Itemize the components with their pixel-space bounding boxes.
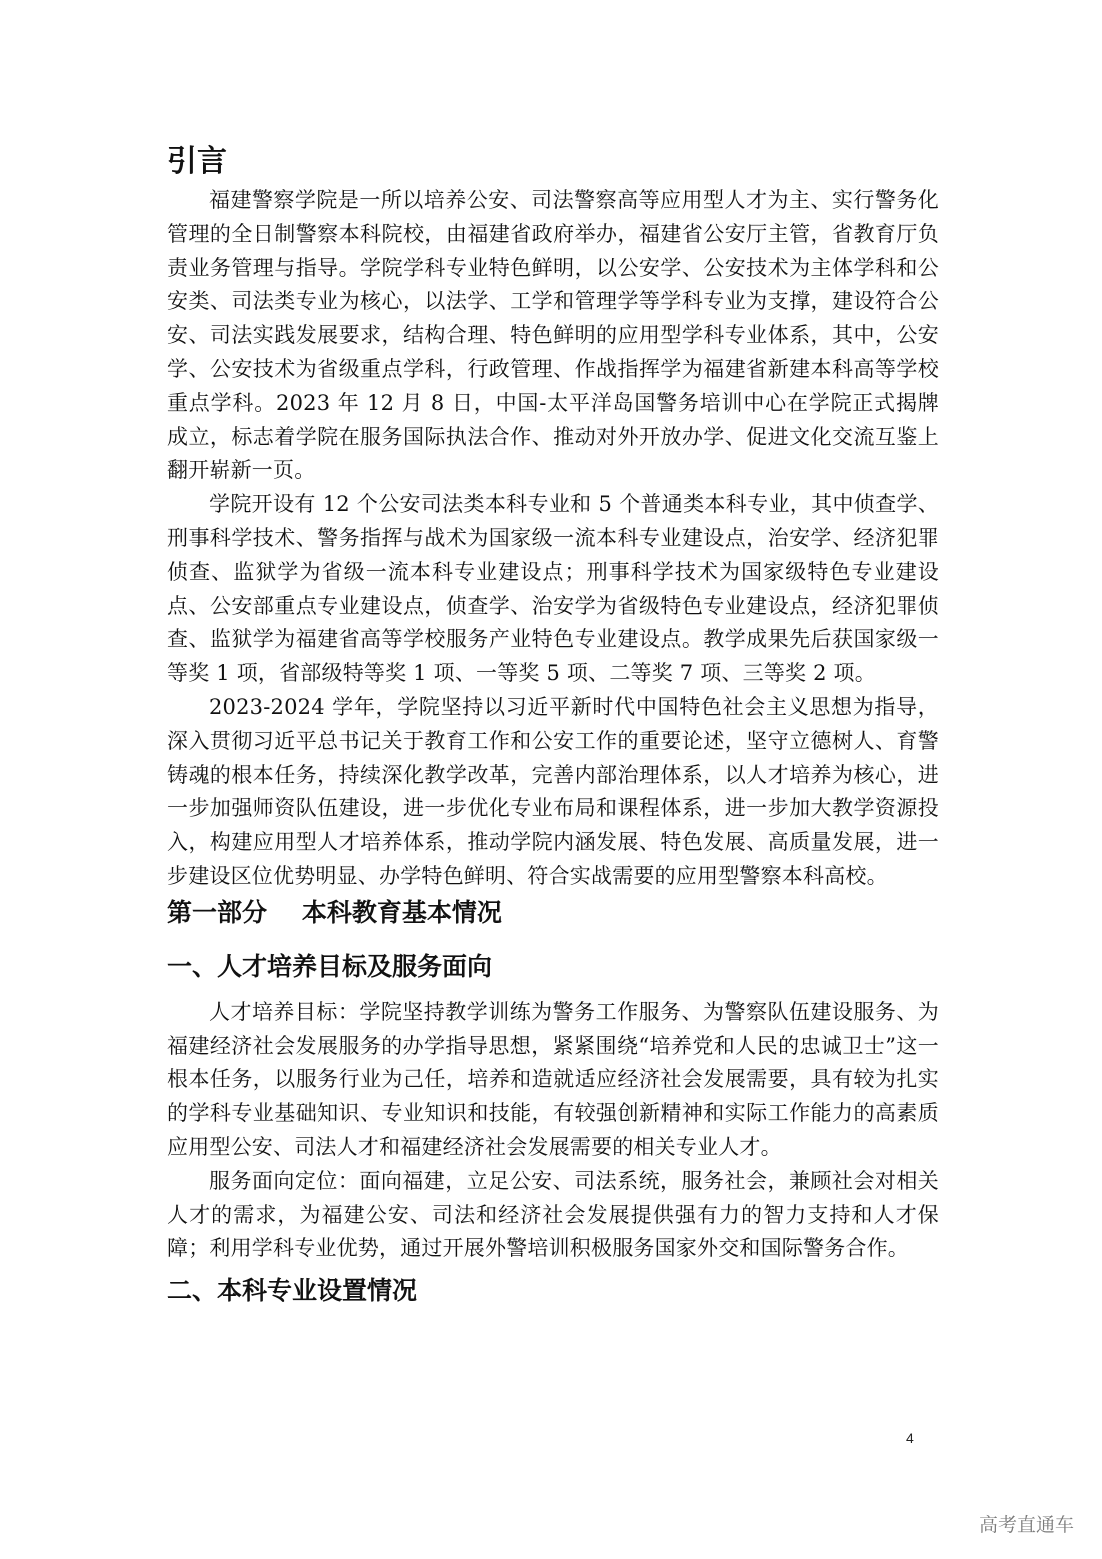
page-content bbox=[167, 140, 939, 1320]
section-one-heading: 一、人才培养目标及服务面向 bbox=[167, 951, 493, 981]
intro-paragraph-3: 2023-2024 学年，学院坚持以习近平新时代中国特色社会主义思想为指导，深入贯彻习近平总书记关于教育工作和公安工作的重要论述，坚守立德树人、育警铸魂的根本任务，持续深化教学改革，完善内部治理体系，以人才培养为核心，进一步加强师资队伍建设，进一步优化专业布局和课程体系，进一步加大教学资源投入，构建应用型人才培养体系，推动学院内涵发展、特色发展、高质量发展，进一步建设区位优势明显、办学特色鲜明、符合实战需要的应用型警察本科高校。 bbox=[167, 694, 939, 888]
page-number: 4 bbox=[906, 1430, 914, 1446]
section-two-heading: 二、本科专业设置情况 bbox=[167, 1276, 418, 1306]
intro-paragraph-2: 学院开设有 12 个公安司法类本科专业和 5 个普通类本科专业，其中侦查学、刑事科学技术、警务指挥与战术为国家级一流本科专业建设点，治安学、经济犯罪侦查、监狱学为省级一流本科专业建设点；刑事科学技术为国家级特色专业建设点、公安部重点专业建设点，侦查学、治安学为省级特色专业建设点，经济犯罪侦查、监狱学为福建省高等学校服务产业特色专业建设点。教学成果先后获国家级一等奖 1 项，省部级特等奖 1 项、一等奖 5 项、二等奖 7 项、三等奖 2 项。 bbox=[167, 492, 939, 686]
intro-paragraph-1: 福建警察学院是一所以培养公安、司法警察高等应用型人才为主、实行警务化管理的全日制警察本科院校，由福建省政府举办，福建省公安厅主管，省教育厅负责业务管理与指导。学院学科专业特色鲜明，以公安学、公安技术为主体学科和公安类、司法类专业为核心，以法学、工学和管理学等学科专业为支撑，建设符合公安、司法实践发展要求，结构合理、特色鲜明的应用型学科专业体系，其中，公安学、公安技术为省级重点学科，行政管理、作战指挥学为福建省新建本科高等学校重点学科。2023 年 12 月 8 日，中国-太平洋岛国警务培训中心在学院正式揭牌成立，标志着学院在服务国际执法合作、推动对外开放办学、促进文化交流互鉴上翻开崭新一页。 bbox=[167, 188, 939, 483]
part-one-heading: 第一部分 本科教育基本情况 bbox=[167, 897, 502, 927]
intro-heading: 引言 bbox=[167, 144, 227, 179]
watermark-text: 高考直通车 bbox=[978, 1514, 1074, 1536]
service-orientation-paragraph: 服务面向定位：面向福建，立足公安、司法系统，服务社会，兼顾社会对相关人才的需求，为福建公安、司法和经济社会发展提供强有力的智力支持和人才保障；利用学科专业优势，通过开展外警培训积极服务国家外交和国际警务合作。 bbox=[167, 1168, 939, 1261]
training-goal-paragraph: 人才培养目标：学院坚持教学训练为警务工作服务、为警察队伍建设服务、为福建经济社会发展服务的办学指导思想，紧紧围绕“培养党和人民的忠诚卫士”这一根本任务，以服务行业为己任，培养和造就适应经济社会发展需要，具有较为扎实的学科专业基础知识、专业知识和技能，有较强创新精神和实际工作能力的高素质应用型公安、司法人才和福建经济社会发展需要的相关专业人才。 bbox=[167, 999, 939, 1159]
